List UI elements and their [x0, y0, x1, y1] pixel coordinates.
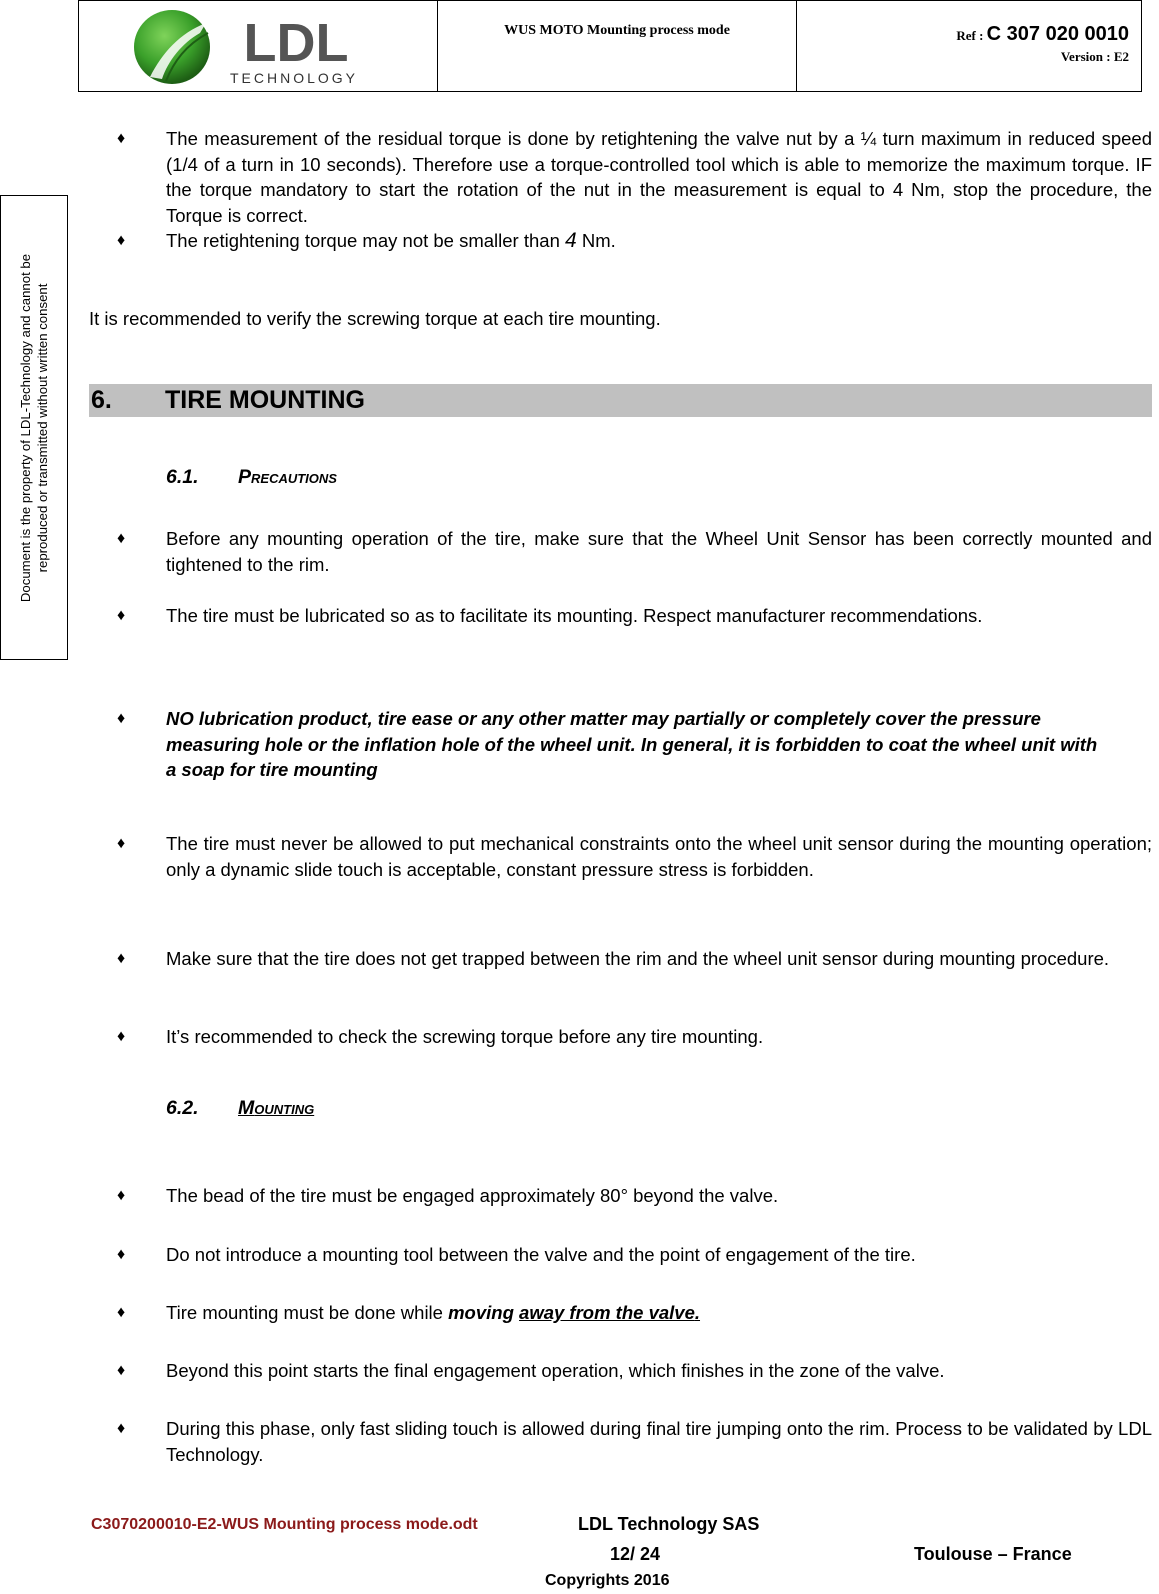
diamond-bullet-icon: ♦ — [117, 1028, 126, 1045]
section-number: 6. — [91, 386, 112, 414]
subsection-mounting-heading: 6.2. MOUNTING — [166, 1097, 315, 1119]
diamond-bullet-icon: ♦ — [117, 835, 126, 852]
ref-label: Ref : — [956, 28, 984, 43]
diamond-bullet-icon: ♦ — [117, 1362, 126, 1379]
diamond-bullet-icon: ♦ — [117, 710, 126, 727]
torque-value: 4 — [565, 229, 577, 252]
emphasis-away-from-valve: away from the valve — [519, 1302, 695, 1323]
diamond-bullet-icon: ♦ — [117, 1246, 126, 1263]
section-heading — [89, 384, 1152, 417]
list-item-text: It’s recommended to check the screwing torque before any tire mounting. — [166, 1026, 764, 1047]
side-notice-text — [17, 200, 51, 655]
diamond-bullet-icon: ♦ — [117, 607, 126, 624]
diamond-bullet-icon: ♦ — [117, 1304, 126, 1321]
logo-cell — [79, 1, 438, 91]
diamond-bullet-icon: ♦ — [117, 530, 126, 547]
ref-number: C 307 020 0010 — [986, 23, 1129, 45]
document-reference — [797, 1, 1141, 91]
list-item — [117, 1358, 1152, 1384]
list-item-text: Make sure that the tire does not get trapped between the rim and the wheel unit sensor during mounting procedure. — [166, 948, 1110, 969]
list-item-text: Do not introduce a mounting tool between the valve and the point of engagement of the tire. — [166, 1244, 916, 1265]
list-item-warning — [117, 706, 1152, 783]
footer-page-number: 12/ 24 — [610, 1544, 661, 1564]
diamond-bullet-icon: ♦ — [117, 1420, 126, 1437]
list-item-text: NO lubrication product, tire ease or any other matter may partially or completely cover the pressure measuring hole or the inflation hole of the wheel unit. In general, it is forbidden to coat the wheel unit with a soap for tire mounting — [166, 708, 1098, 780]
list-item — [117, 126, 1152, 228]
ldl-logo — [128, 3, 388, 89]
list-item — [117, 831, 1152, 882]
list-item-text: Beyond this point starts the final engagement operation, which finishes in the zone of the valve. — [166, 1360, 945, 1381]
list-item-text: Before any mounting operation of the tire, make sure that the Wheel Unit Sensor has been correctly mounted and tightened to the rim. — [166, 528, 1152, 575]
list-item-text: Tire mounting must be done while moving away from the valve. — [166, 1302, 701, 1323]
list-item — [117, 228, 1152, 254]
diamond-bullet-icon: ♦ — [117, 950, 126, 967]
list-item — [117, 1024, 1152, 1050]
svg-text:LDL: LDL — [243, 13, 349, 73]
list-item — [117, 946, 1152, 972]
list-item-text: The bead of the tire must be engaged approximately 80° beyond the valve. — [166, 1185, 779, 1206]
list-item — [117, 1416, 1152, 1467]
svg-text:TECHNOLOGY: TECHNOLOGY — [229, 70, 359, 86]
document-title: WUS MOTO Mounting process mode — [438, 1, 797, 91]
recommendation-note: It is recommended to verify the screwing torque at each tire mounting. — [89, 308, 661, 329]
list-item-text: The tire must be lubricated so as to facilitate its mounting. Respect manufacturer recommendations. — [166, 605, 983, 626]
side-notice-line1: Document is the property of LDL-Technology and cannot be — [18, 253, 33, 602]
list-item — [117, 1300, 1152, 1326]
diamond-bullet-icon: ♦ — [117, 130, 126, 147]
list-item-text: The retightening torque may not be smaller than 4 Nm. — [166, 229, 616, 252]
side-notice-line2: reproduced or transmitted without written consent — [35, 283, 50, 572]
list-item — [117, 1183, 1152, 1209]
list-item — [117, 526, 1152, 577]
list-item — [117, 1242, 1152, 1268]
diamond-bullet-icon: ♦ — [117, 1187, 126, 1204]
footer-location: Toulouse – France — [914, 1544, 1072, 1564]
list-item-text: The tire must never be allowed to put mechanical constraints onto the wheel unit sensor during the mounting operation; only a dynamic slide touch is acceptable, constant pressure stress is forbidden. — [166, 833, 1152, 880]
section-title: TIRE MOUNTING — [165, 386, 365, 414]
list-item-text: The measurement of the residual torque is done by retightening the valve nut by a ¼ turn maximum in reduced speed (1/4 of a turn in 10 seconds). Therefore use a torque-controlled tool which is able to memorize the maximum torque. IF the torque mandatory to start the rotation of the nut in the measurement is equal to 4 Nm, stop the procedure, the Torque is correct. — [166, 128, 1152, 226]
diamond-bullet-icon: ♦ — [117, 232, 126, 249]
subsection-precautions-heading: 6.1. PRECAUTIONS — [166, 466, 337, 488]
document-header — [78, 0, 1142, 92]
version-label: Version : E2 — [1060, 49, 1129, 64]
footer-filename: C3070200010-E2-WUS Mounting process mode.odt — [91, 1516, 478, 1533]
footer-copyright: Copyrights 2016 — [545, 1572, 670, 1589]
list-item-text: During this phase, only fast sliding touch is allowed during final tire jumping onto the rim. Process to be validated by LDL Technology. — [166, 1418, 1152, 1465]
side-notice-box — [0, 195, 68, 660]
footer-company: LDL Technology SAS — [578, 1514, 760, 1534]
list-item — [117, 603, 1152, 629]
